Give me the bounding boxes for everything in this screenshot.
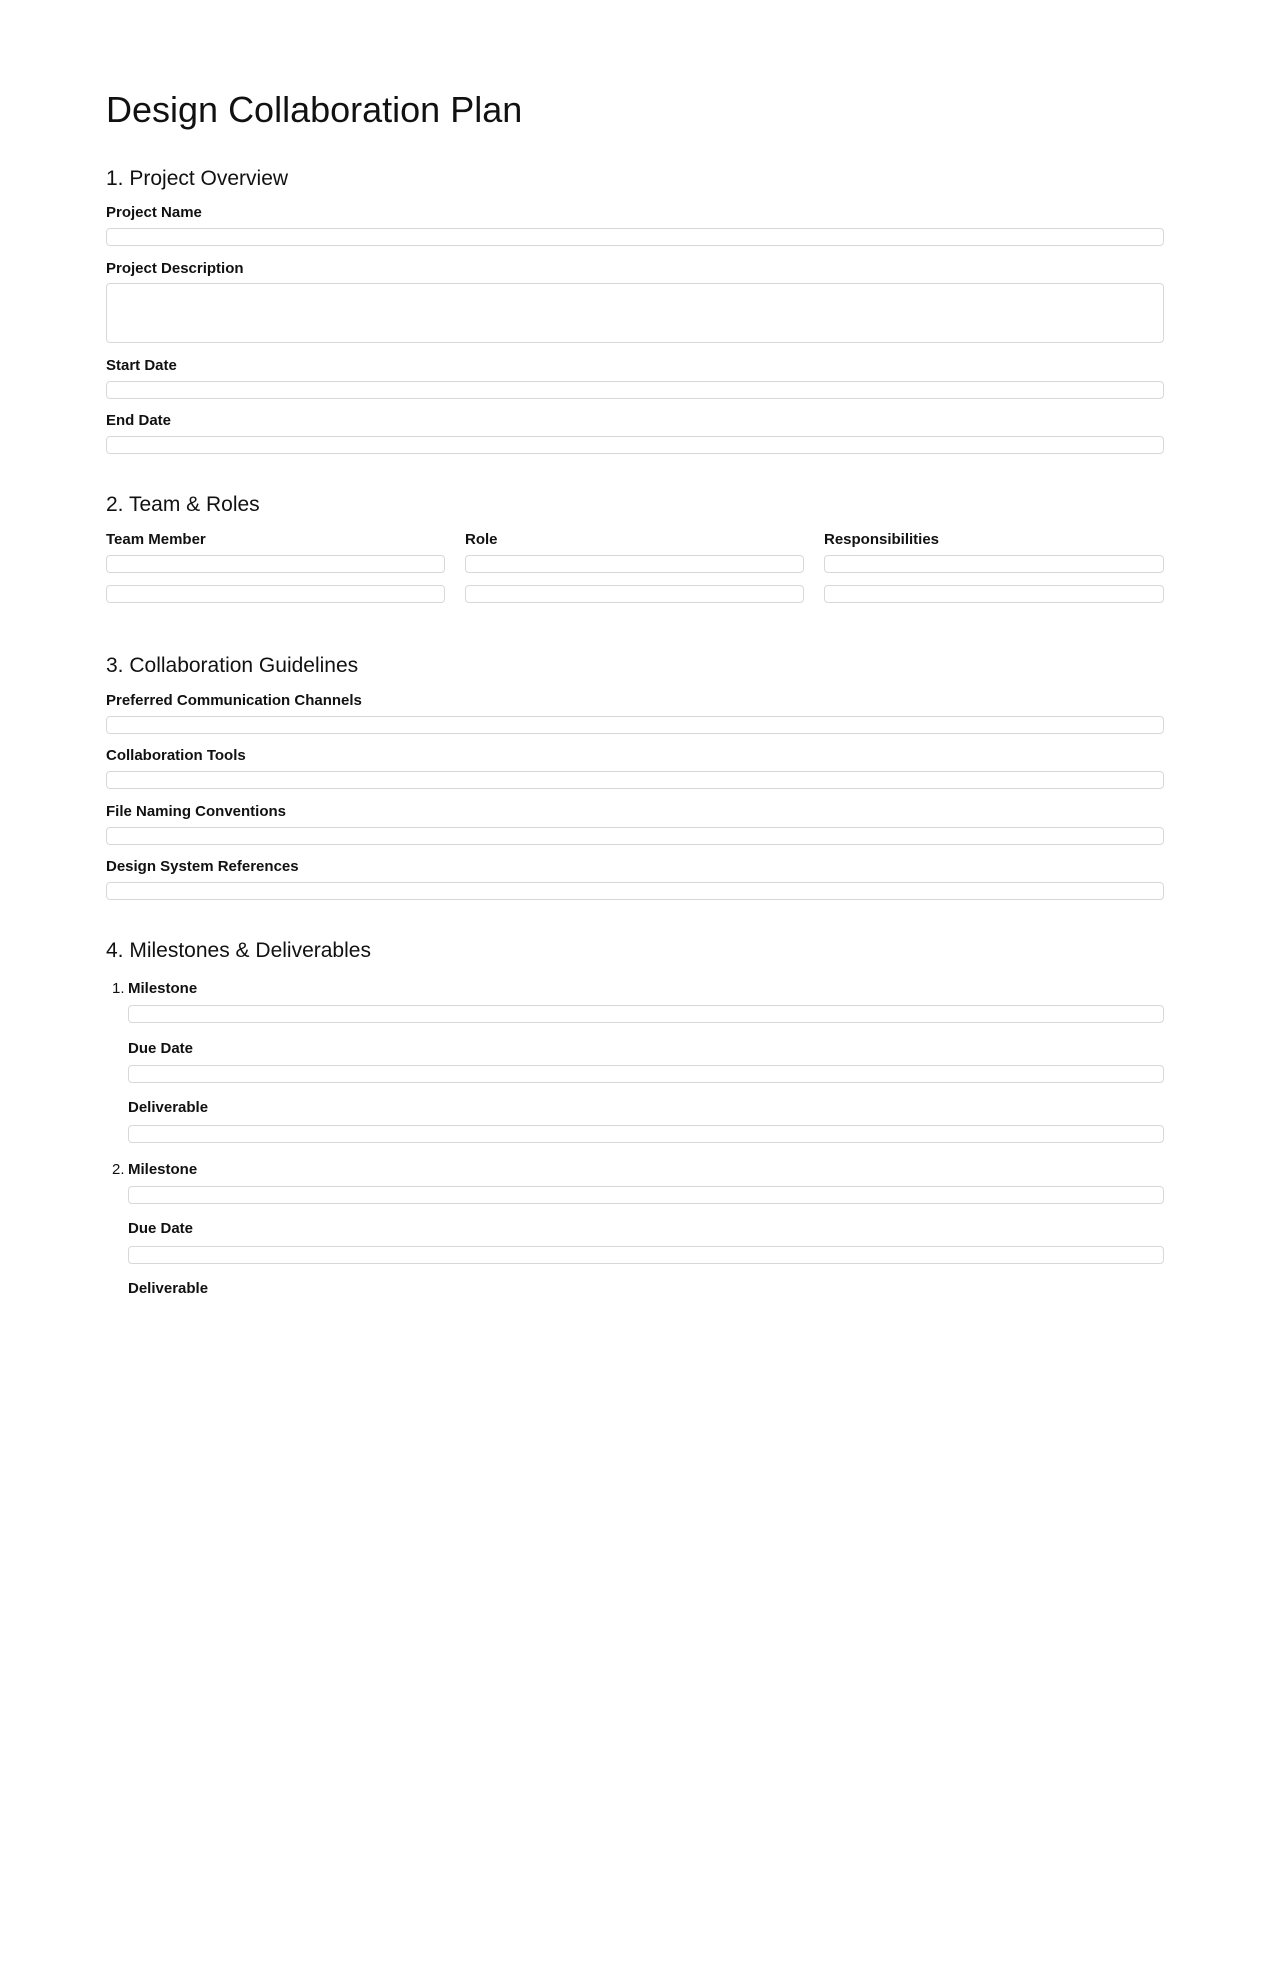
deliverable-label: Deliverable: [128, 1280, 209, 1297]
project-description-textarea[interactable]: [106, 283, 1164, 343]
collaboration-tools-label: Collaboration Tools: [106, 747, 246, 764]
role-input-1[interactable]: [465, 555, 804, 573]
milestone-number: 2.: [112, 1161, 125, 1178]
design-system-input[interactable]: [106, 882, 1164, 900]
end-date-input[interactable]: [106, 436, 1164, 454]
collaboration-tools-input[interactable]: [106, 771, 1164, 789]
responsibilities-column-header: Responsibilities: [824, 531, 940, 548]
deliverable-label: Deliverable: [128, 1099, 209, 1116]
page-title: Design Collaboration Plan: [106, 89, 523, 130]
due-date-input-1[interactable]: [128, 1065, 1164, 1083]
deliverable-input-1[interactable]: [128, 1125, 1164, 1143]
file-naming-input[interactable]: [106, 827, 1164, 845]
project-description-label: Project Description: [106, 260, 244, 277]
milestone-label: Milestone: [128, 1161, 198, 1178]
due-date-input-2[interactable]: [128, 1246, 1164, 1264]
project-name-input[interactable]: [106, 228, 1164, 246]
milestone-input-2[interactable]: [128, 1186, 1164, 1204]
file-naming-label: File Naming Conventions: [106, 803, 287, 820]
milestone-label: Milestone: [128, 980, 198, 997]
role-input-2[interactable]: [465, 585, 804, 603]
team-member-column-header: Team Member: [106, 531, 206, 548]
design-system-label: Design System References: [106, 858, 299, 875]
team-member-input-2[interactable]: [106, 585, 445, 603]
section-heading-team: 2. Team & Roles: [106, 493, 260, 516]
communication-channels-label: Preferred Communication Channels: [106, 692, 362, 709]
milestone-number: 1.: [112, 980, 125, 997]
responsibilities-input-1[interactable]: [824, 555, 1164, 573]
section-heading-milestones: 4. Milestones & Deliverables: [106, 939, 371, 962]
end-date-label: End Date: [106, 412, 172, 429]
start-date-input[interactable]: [106, 381, 1164, 399]
communication-channels-input[interactable]: [106, 716, 1164, 734]
team-member-input-1[interactable]: [106, 555, 445, 573]
project-name-label: Project Name: [106, 204, 202, 221]
due-date-label: Due Date: [128, 1220, 194, 1237]
role-column-header: Role: [465, 531, 498, 548]
section-heading-guidelines: 3. Collaboration Guidelines: [106, 654, 359, 677]
responsibilities-input-2[interactable]: [824, 585, 1164, 603]
section-heading-overview: 1. Project Overview: [106, 167, 289, 190]
due-date-label: Due Date: [128, 1040, 194, 1057]
milestone-input-1[interactable]: [128, 1005, 1164, 1023]
start-date-label: Start Date: [106, 357, 177, 374]
